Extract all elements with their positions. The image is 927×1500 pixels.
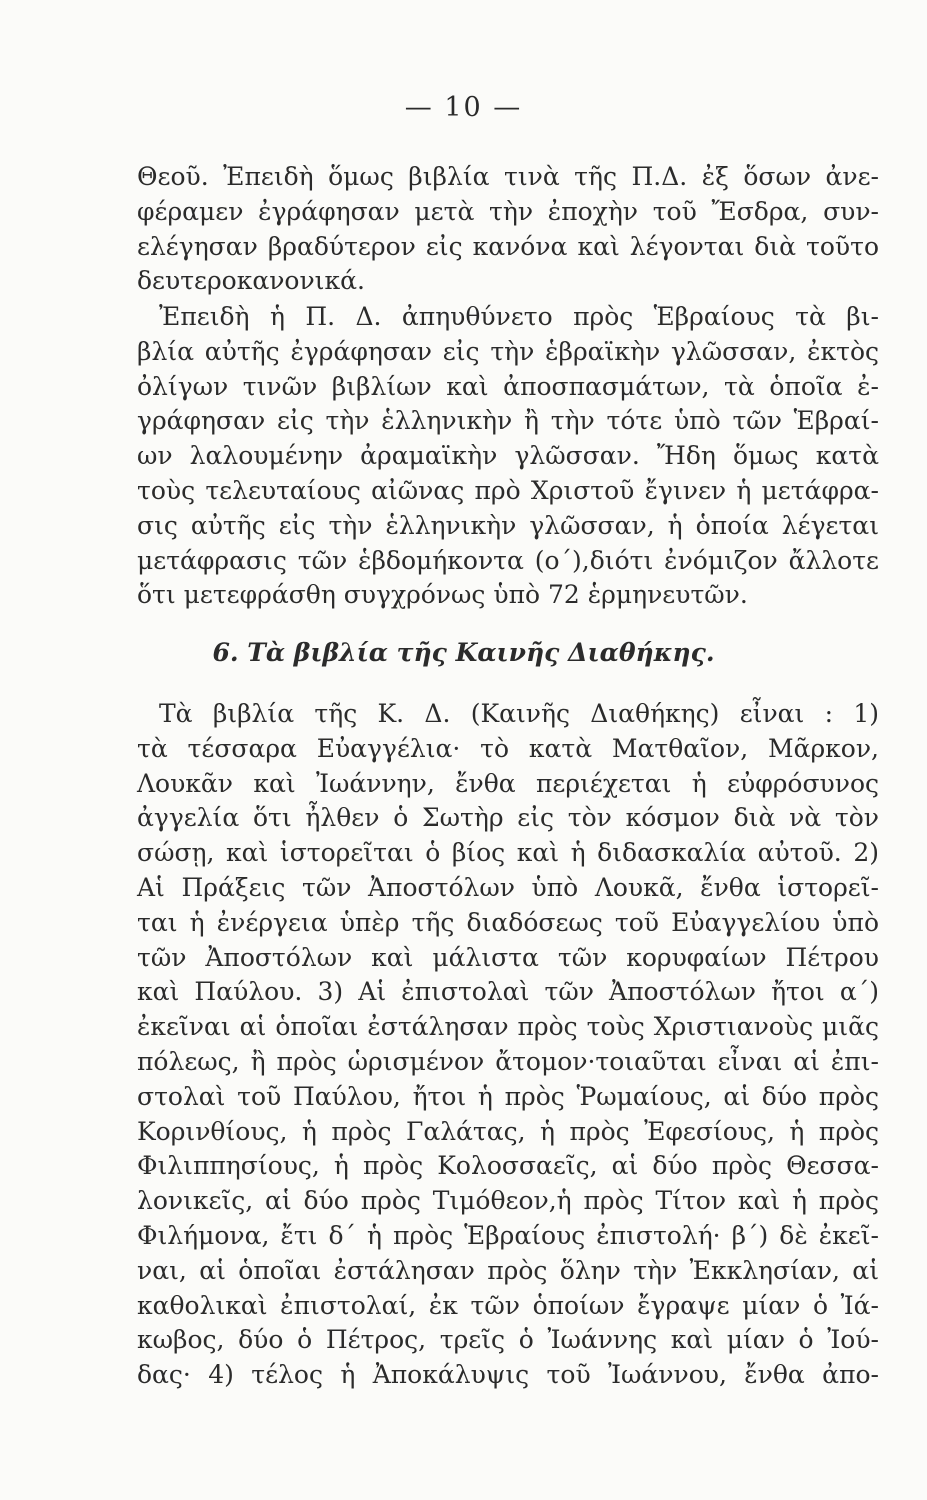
text-line: Λουκᾶν καὶ Ἰωάννην, ἔνθα περιέχεται ἡ εὐφρόσυνος — [137, 768, 879, 798]
text-line: σις αὐτῆς εἰς τὴν ἑλληνικὴν γλῶσσαν, ἡ ὁποία λέγεται — [137, 510, 879, 540]
text-line: φέραμεν ἐγράφησαν μετὰ τὴν ἐποχὴν τοῦ Ἔσδρα, συν- — [137, 196, 879, 226]
text-line: σώσῃ, καὶ ἱστορεῖται ὁ βίος καὶ ἡ διδασκαλία αὐτοῦ. 2) — [137, 838, 879, 868]
paragraph-languages — [137, 300, 879, 613]
text-line: Φιλήμονα, ἔτι δ΄ ἡ πρὸς Ἑβραίους ἐπιστολή· β΄) δὲ ἐκεῖ- — [137, 1220, 879, 1250]
text-line: τὰ τέσσαρα Εὐαγγέλια· τὸ κατὰ Ματθαῖον, Μᾶρκον, — [137, 733, 879, 763]
text-line: ται ἡ ἐνέργεια ὑπὲρ τῆς διαδόσεως τοῦ Εὐαγγελίου ὑπὸ — [137, 907, 879, 937]
text-line: τοὺς τελευταίους αἰῶνας πρὸ Χριστοῦ ἔγινεν ἡ μετάφρα- — [137, 475, 879, 505]
text-line: Φιλιππησίους, ἡ πρὸς Κολοσσαεῖς, αἱ δύο πρὸς Θεσσα- — [137, 1151, 879, 1181]
text-line: δας· 4) τέλος ἡ Ἀποκάλυψις τοῦ Ἰωάννου, ἔνθα ἀπο- — [137, 1360, 879, 1390]
text-line: δευτεροκανονικά. — [137, 266, 365, 296]
text-line: ων λαλουμένην ἀραμαϊκὴν γλῶσσαν. Ἤδη ὅμως κατὰ — [137, 441, 879, 471]
text-line: ὀλίγων τινῶν βιβλίων καὶ ἀποσπασμάτων, τὰ ὁποῖα ἐ- — [137, 371, 879, 401]
section-heading: 6. Τὰ βιβλία τῆς Καινῆς Διαθήκης. — [212, 638, 715, 667]
text-line: Κορινθίους, ἡ πρὸς Γαλάτας, ἡ πρὸς Ἐφεσίους, ἡ πρὸς — [137, 1116, 879, 1146]
text-line: καθολικαὶ ἐπιστολαί, ἐκ τῶν ὁποίων ἔγραψε μίαν ὁ Ἰά- — [137, 1290, 879, 1320]
text-line: τῶν Ἀποστόλων καὶ μάλιστα τῶν κορυφαίων Πέτρου — [137, 942, 879, 972]
text-line: βλία αὐτῆς ἐγράφησαν εἰς τὴν ἑβραϊκὴν γλῶσσαν, ἐκτὸς — [137, 336, 879, 366]
text-line: κωβος, δύο ὁ Πέτρος, τρεῖς ὁ Ἰωάννης καὶ μίαν ὁ Ἰού- — [137, 1325, 879, 1355]
text-line: Ἐπειδὴ ἡ Π. Δ. ἀπηυθύνετο πρὸς Ἑβραίους τὰ βι- — [159, 302, 879, 331]
text-line: μετάφρασις τῶν ἑβδομήκοντα (ο΄),διότι ἐνόμιζον ἄλλοτε — [137, 545, 879, 575]
text-line: πόλεως, ἢ πρὸς ὡρισμένον ἄτομον·τοιαῦται εἶναι αἱ ἐπι- — [137, 1046, 879, 1076]
text-line: ὅτι μετεφράσθη συγχρόνως ὑπὸ 72 ἑρμηνευτῶν. — [137, 580, 748, 610]
text-line: ἐκεῖναι αἱ ὁποῖαι ἐστάλησαν πρὸς τοὺς Χριστιανοὺς μιᾶς — [137, 1012, 879, 1042]
text-line: Θεοῦ. Ἐπειδὴ ὅμως βιβλία τινὰ τῆς Π.Δ. ἐξ ὅσων ἀνε- — [137, 162, 879, 191]
text-line: ναι, αἱ ὁποῖαι ἐστάλησαν πρὸς ὅλην τὴν Ἐκκλησίαν, αἱ — [137, 1255, 879, 1285]
text-line: στολαὶ τοῦ Παύλου, ἤτοι ἡ πρὸς Ῥωμαίους, αἱ δύο πρὸς — [137, 1081, 879, 1111]
text-line: γράφησαν εἰς τὴν ἑλληνικὴν ἢ τὴν τότε ὑπὸ τῶν Ἑβραί- — [137, 406, 879, 436]
text-line: Αἱ Πράξεις τῶν Ἀποστόλων ὑπὸ Λουκᾶ, ἔνθα ἱστορεῖ- — [137, 872, 879, 902]
text-line: λονικεῖς, αἱ δύο πρὸς Τιμόθεον,ἡ πρὸς Τίτον καὶ ἡ πρὸς — [137, 1186, 879, 1216]
page-number: — 10 — — [404, 92, 523, 123]
paragraph-intro — [137, 160, 879, 299]
paragraph-new-testament — [137, 697, 879, 1393]
text-line: Τὰ βιβλία τῆς Κ. Δ. (Καινῆς Διαθήκης) εἶναι : 1) — [159, 699, 879, 728]
text-line: ἀγγελία ὅτι ἦλθεν ὁ Σωτὴρ εἰς τὸν κόσμον διὰ νὰ τὸν — [137, 803, 879, 833]
text-line: ελέγησαν βραδύτερον εἰς κανόνα καὶ λέγονται διὰ τοῦτο — [137, 231, 879, 261]
text-line: καὶ Παύλου. 3) Αἱ ἐπιστολαὶ τῶν Ἀποστόλων ἤτοι α΄) — [137, 977, 879, 1007]
